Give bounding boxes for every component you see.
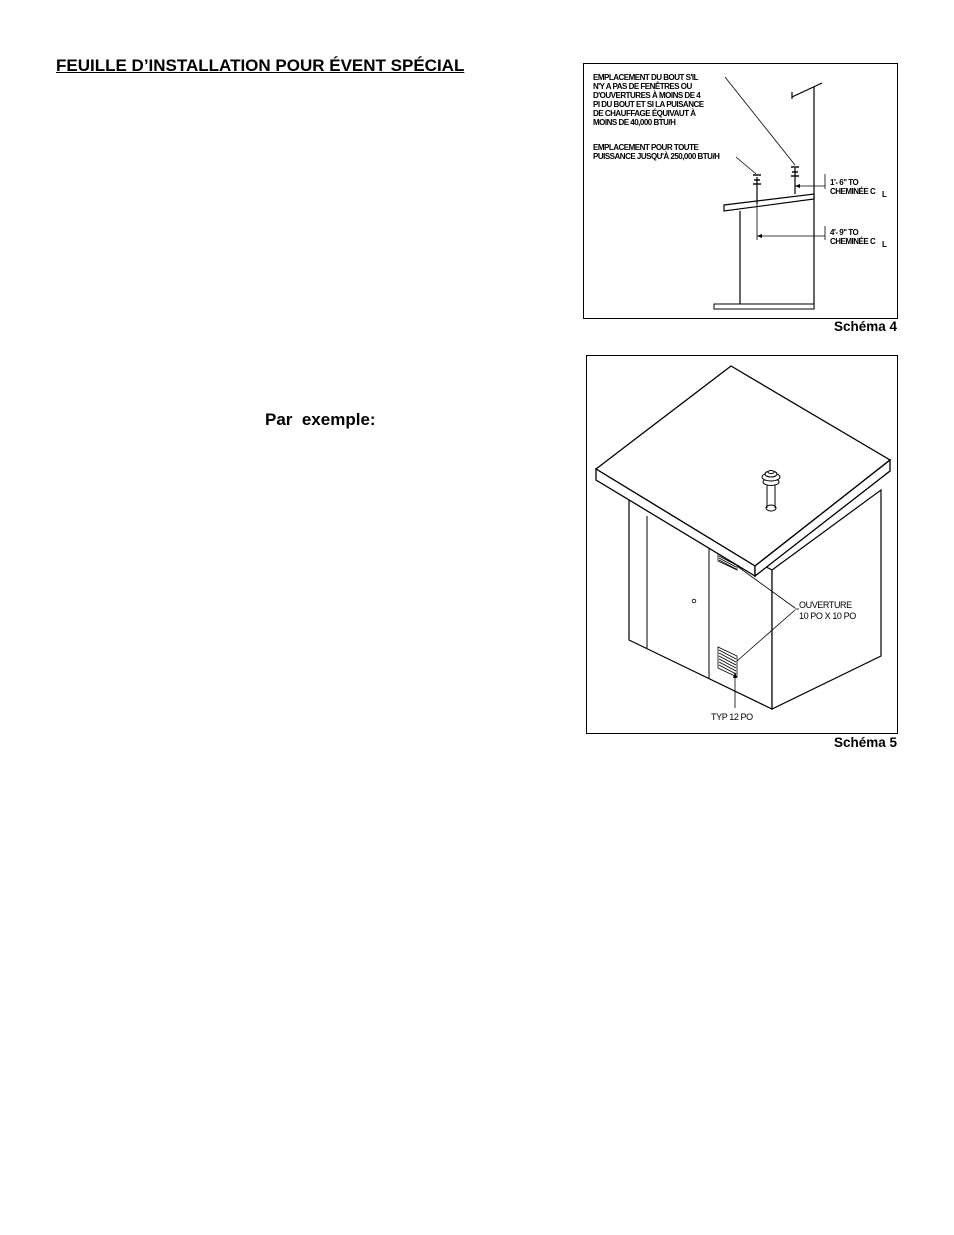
floor-slab (714, 304, 814, 309)
leader-line-upper (725, 77, 795, 165)
dimension-text-lower: 4'- 9" TO CHEMINÉE C (830, 228, 876, 246)
vent-terminal-right (791, 167, 799, 194)
centerline-subscript-lower: L (882, 240, 887, 249)
opening-label: OUVERTURE 10 PO X 10 PO (799, 600, 856, 621)
leader-line-lower (736, 157, 756, 174)
schema-5-drawing (587, 356, 897, 733)
page-title: FEUILLE D’INSTALLATION POUR ÉVENT SPÉCIAL (56, 56, 465, 75)
schema-4-caption: Schéma 4 (833, 319, 897, 334)
typ-label: TYP 12 PO (711, 712, 753, 722)
dimension-text-upper: 1'- 6" TO CHEMINÉE C (830, 178, 876, 196)
schema-4-figure (583, 63, 898, 319)
centerline-subscript-upper: L (882, 190, 887, 199)
vent-terminal-left (753, 175, 761, 204)
label-location: EMPLACEMENT DU BOUT S'IL N'Y A PAS DE FENÊTRES OU D'OUVERTURES À MOINS DE 4 PI DU BOUT ET SI LA PUISANCE DE CHAUFFAGE ÉQUIVAUT À MOINS DE 40,000 BTU/H (593, 73, 704, 127)
label-any-power: EMPLACEMENT POUR TOUTE PUISSANCE JUSQU'À 250,000 BTU/H (593, 143, 720, 161)
example-label: Par exemple: (265, 410, 376, 429)
schema-5-caption: Schéma 5 (833, 735, 897, 750)
schema-4-drawing (584, 64, 897, 318)
roof-slab (724, 194, 814, 211)
upper-roof-line (792, 83, 822, 97)
schema-5-figure (586, 355, 898, 734)
